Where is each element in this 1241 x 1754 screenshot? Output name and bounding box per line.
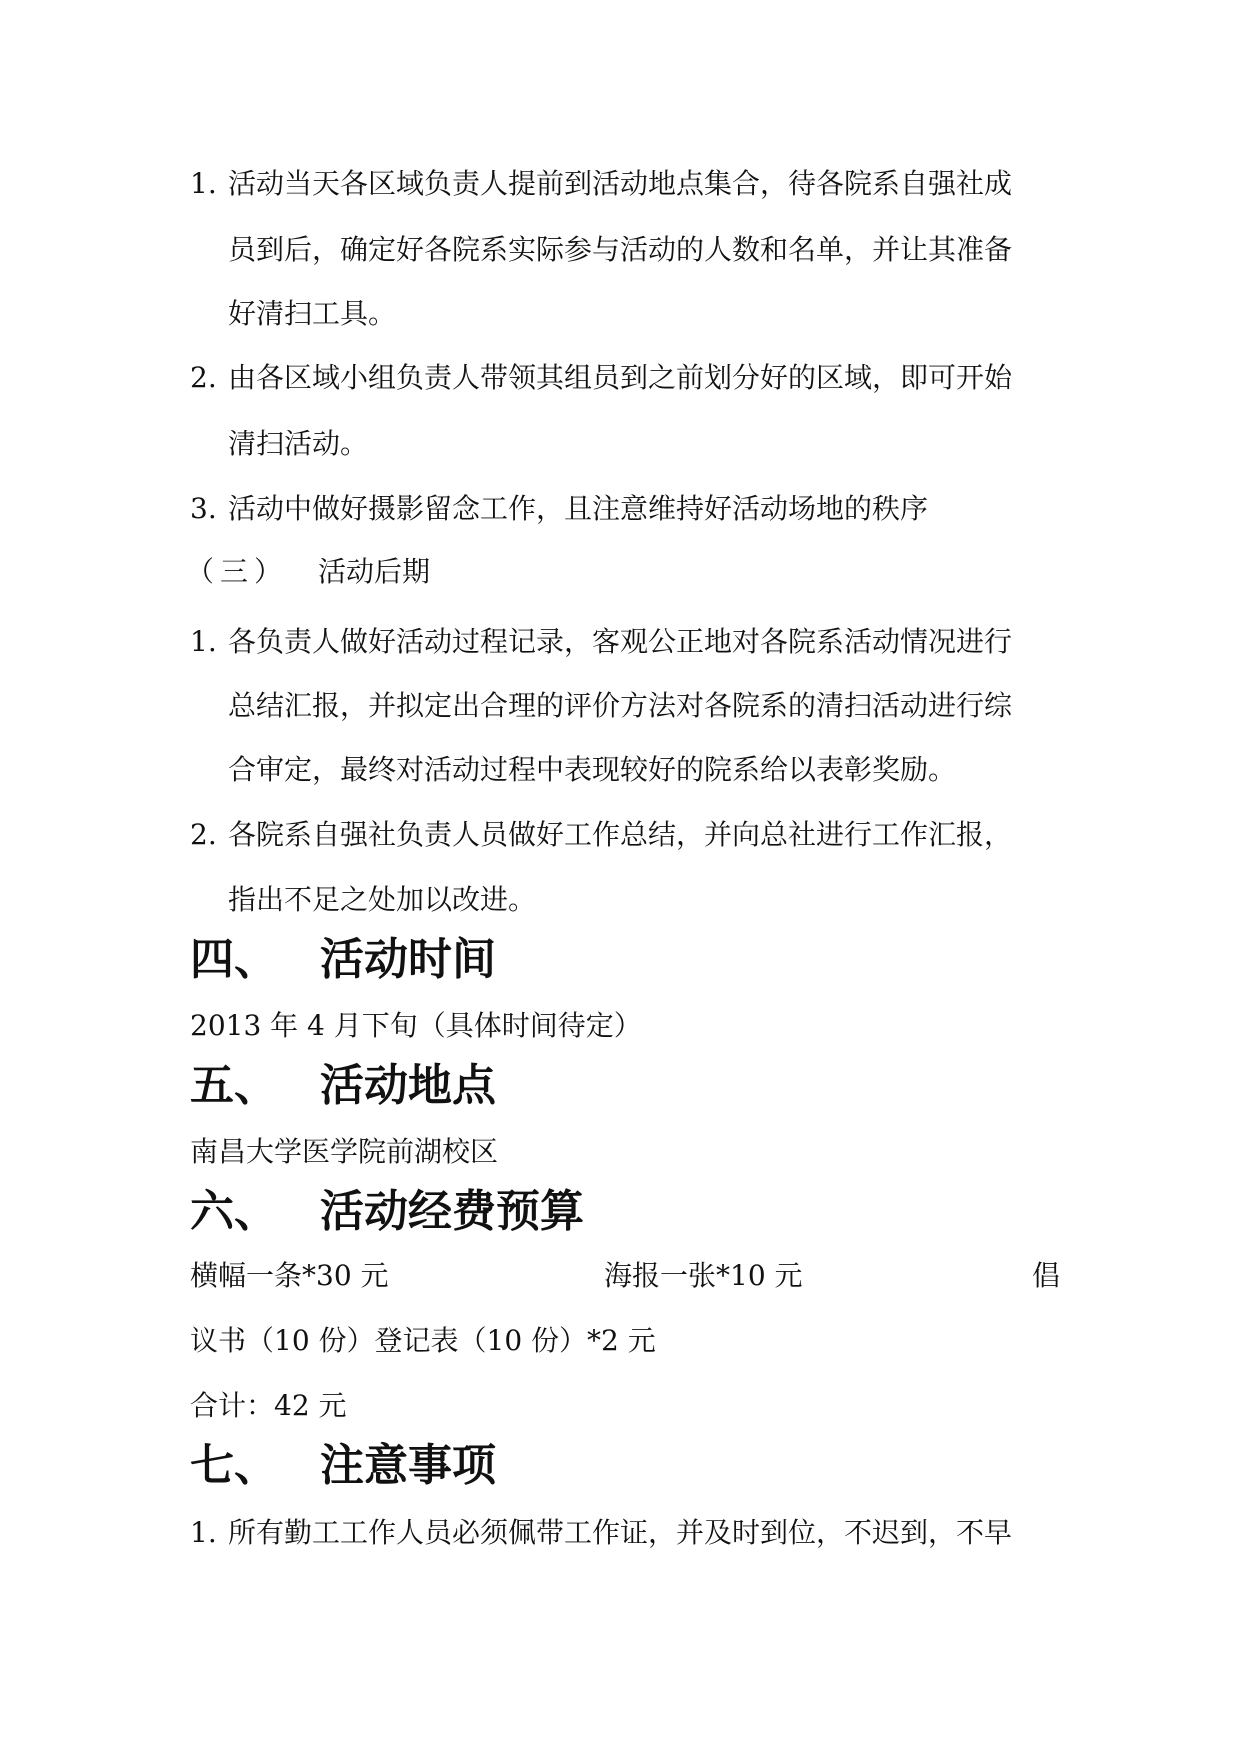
budget-item-banner: 横幅一条*30 元 — [190, 1259, 389, 1292]
section-title: 注意事项 — [320, 1440, 496, 1491]
list-number: 2. — [190, 361, 217, 394]
budget-item-proposal-start: 倡 — [1031, 1259, 1060, 1292]
later-item-1-line-2: 总结汇报，并拟定出合理的评价方法对各院系的清扫活动进行综 — [228, 689, 1013, 722]
during-item-2-line-1: 2. 由各区域小组负责人带领其组员到之前划分好的区域，即可开始 — [190, 358, 1060, 398]
subsection-marker: （三） — [186, 555, 289, 588]
later-item-2-line-2: 指出不足之处加以改进。 — [228, 883, 537, 916]
budget-item-poster: 海报一张*10 元 — [604, 1259, 803, 1292]
section-title: 活动时间 — [320, 934, 496, 985]
during-item-3-line-1: 3. 活动中做好摄影留念工作，且注意维持好活动场地的秩序 — [190, 489, 1060, 529]
subsection-heading-later — [186, 552, 1056, 592]
during-item-2-line-2: 清扫活动。 — [228, 427, 369, 460]
section-title: 活动经费预算 — [320, 1186, 584, 1237]
section-heading-place — [190, 1058, 1060, 1114]
later-item-2-line-1: 2. 各院系自强社负责人员做好工作总结，并向总社进行工作汇报， — [190, 815, 1060, 855]
time-text: 2013 年 4 月下旬（具体时间待定） — [190, 1009, 642, 1042]
during-item-1-line-2: 员到后，确定好各院系实际参与活动的人数和名单，并让其准备 — [228, 233, 1013, 266]
during-item-1-line-1: 1. 活动当天各区域负责人提前到活动地点集合，待各院系自强社成 — [190, 164, 1060, 204]
subsection-title: 活动后期 — [318, 555, 431, 588]
section-number: 四、 — [190, 934, 278, 985]
section-number: 七、 — [190, 1440, 278, 1491]
section-title: 活动地点 — [320, 1060, 496, 1111]
later-item-1-line-1: 1. 各负责人做好活动过程记录，客观公正地对各院系活动情况进行 — [190, 622, 1060, 662]
budget-total: 合计：42 元 — [190, 1389, 347, 1422]
list-number: 1. — [190, 1516, 217, 1549]
section-heading-notes — [190, 1438, 1060, 1494]
list-number: 3. — [190, 492, 217, 525]
place-text: 南昌大学医学院前湖校区 — [190, 1135, 499, 1168]
later-item-1-line-3: 合审定，最终对活动过程中表现较好的院系给以表彰奖励。 — [228, 753, 957, 786]
section-number: 五、 — [190, 1060, 278, 1111]
section-heading-budget — [190, 1184, 1060, 1240]
list-number: 1. — [190, 167, 217, 200]
budget-line-2: 议书（10 份）登记表（10 份）*2 元 — [190, 1324, 656, 1357]
notes-item-1-line-1: 1. 所有勤工工作人员必须佩带工作证，并及时到位，不迟到，不早 — [190, 1513, 1060, 1553]
list-number: 2. — [190, 818, 217, 851]
section-number: 六、 — [190, 1186, 278, 1237]
list-number: 1. — [190, 625, 217, 658]
section-heading-time — [190, 932, 1060, 988]
during-item-1-line-3: 好清扫工具。 — [228, 297, 397, 330]
